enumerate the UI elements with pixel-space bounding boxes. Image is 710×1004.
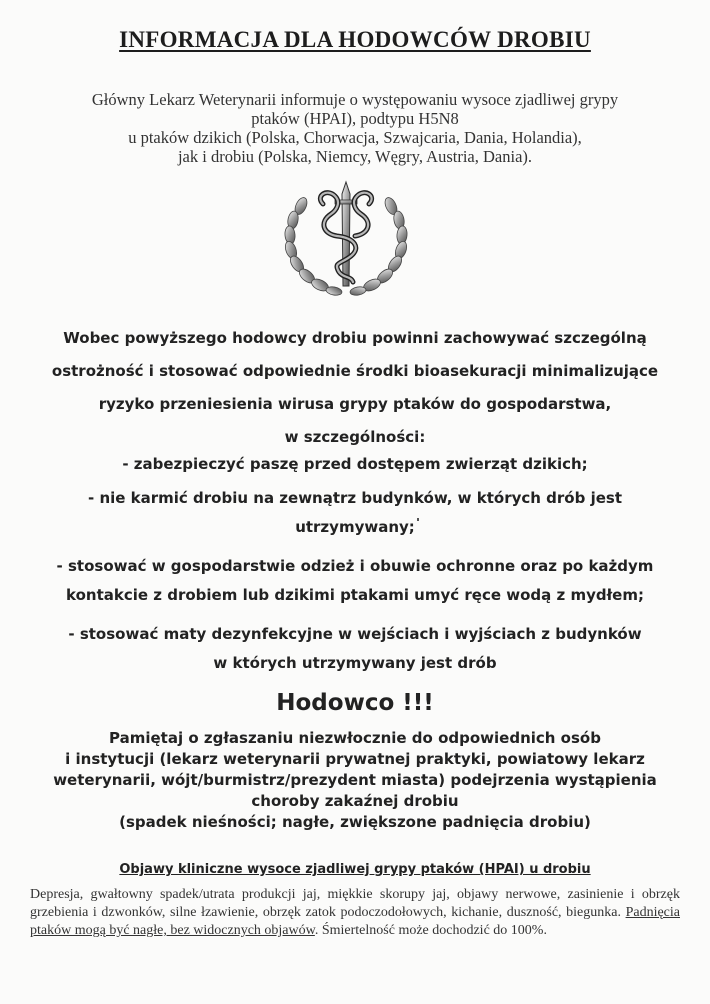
lead-line: Wobec powyższego hodowcy drobiu powinni zachowywać szczególną: [63, 329, 647, 347]
recommendation-line: - nie karmić drobiu na zewnątrz budynków, w których drób jest: [88, 489, 622, 507]
reminder-line: weterynarii, wójt/burmistrz/prezydent miasta) podejrzenia wystąpienia: [53, 771, 657, 789]
intro-line: jak i drobiu (Polska, Niemcy, Węgry, Austria, Dania).: [177, 147, 533, 166]
recommendation-line: - stosować w gospodarstwie odzież i obuwie ochronne oraz po każdym: [56, 557, 654, 575]
reporting-reminder: [20, 728, 690, 833]
recommendation-line: utrzymywany;: [295, 518, 415, 536]
reminder-line: choroby zakaźnej drobiu: [251, 792, 459, 810]
recommendation-line: kontakcie z drobiem lub dzikimi ptakami umyć ręce wodą z mydłem;: [66, 586, 644, 604]
reminder-line: Pamiętaj o zgłaszaniu niezwłocznie do odpowiednich osób: [109, 729, 601, 747]
symptoms-paragraph: [30, 886, 680, 940]
intro-line: u ptaków dzikich (Polska, Chorwacja, Szwajcaria, Dania, Holandia),: [128, 128, 582, 147]
intro-line: ptaków (HPAI), podtypu H5N8: [251, 109, 459, 128]
recommendation-item: [20, 484, 690, 542]
lead-line: ryzyko przeniesienia wirusa grypy ptaków do gospodarstwa,: [98, 395, 612, 413]
document-title: INFORMACJA DLA HODOWCÓW DROBIU: [119, 27, 591, 52]
recommendation-line: - stosować maty dezynfekcyjne w wejściach i wyjściach z budynków: [68, 625, 642, 643]
recommendation-item: [20, 620, 690, 678]
breeder-heading: Hodowco !!!: [276, 690, 434, 716]
recommendation-item: [20, 552, 690, 610]
symptoms-warning-text: Padnięcia ptaków mogą być nagłe, bez widocznych objawów: [30, 905, 680, 938]
speck-mark: [417, 518, 419, 521]
symptoms-text: Depresja, gwałtowny spadek/utrata produkcji jaj, miękkie skorupy jaj, objawy nerwowe, zasinienie i obrzęk grzebienia i dzwonków, silne łzawienie, obrzęk zatok podoczodołowych, kichanie, duszność, biegunka.: [30, 887, 680, 920]
intro-paragraph: [20, 90, 690, 166]
lead-line: ostrożność i stosować odpowiednie środki bioasekuracji minimalizujące: [51, 362, 659, 380]
reminder-line: i instytucji (lekarz weterynarii prywatnej praktyki, powiatowy lekarz: [65, 750, 645, 768]
biosecurity-lead: [20, 322, 690, 454]
symptoms-mortality-text: . Śmiertelność może dochodzić do 100%.: [314, 923, 547, 938]
intro-line: Główny Lekarz Weterynarii informuje o występowaniu wysoce zjadliwej grypy: [91, 90, 619, 109]
recommendation-item: [20, 450, 690, 479]
symptoms-heading: Objawy kliniczne wysoce zjadliwej grypy ptaków (HPAI) u drobiu: [119, 862, 591, 877]
caduceus-wreath-emblem-icon: [279, 178, 413, 300]
recommendation-line: - zabezpieczyć paszę przed dostępem zwierząt dzikich;: [122, 455, 588, 473]
recommendation-line: w których utrzymywany jest drób: [213, 654, 497, 672]
lead-line: w szczególności:: [284, 428, 426, 446]
reminder-line: (spadek nieśności; nagłe, zwiększone padnięcia drobiu): [119, 813, 591, 831]
